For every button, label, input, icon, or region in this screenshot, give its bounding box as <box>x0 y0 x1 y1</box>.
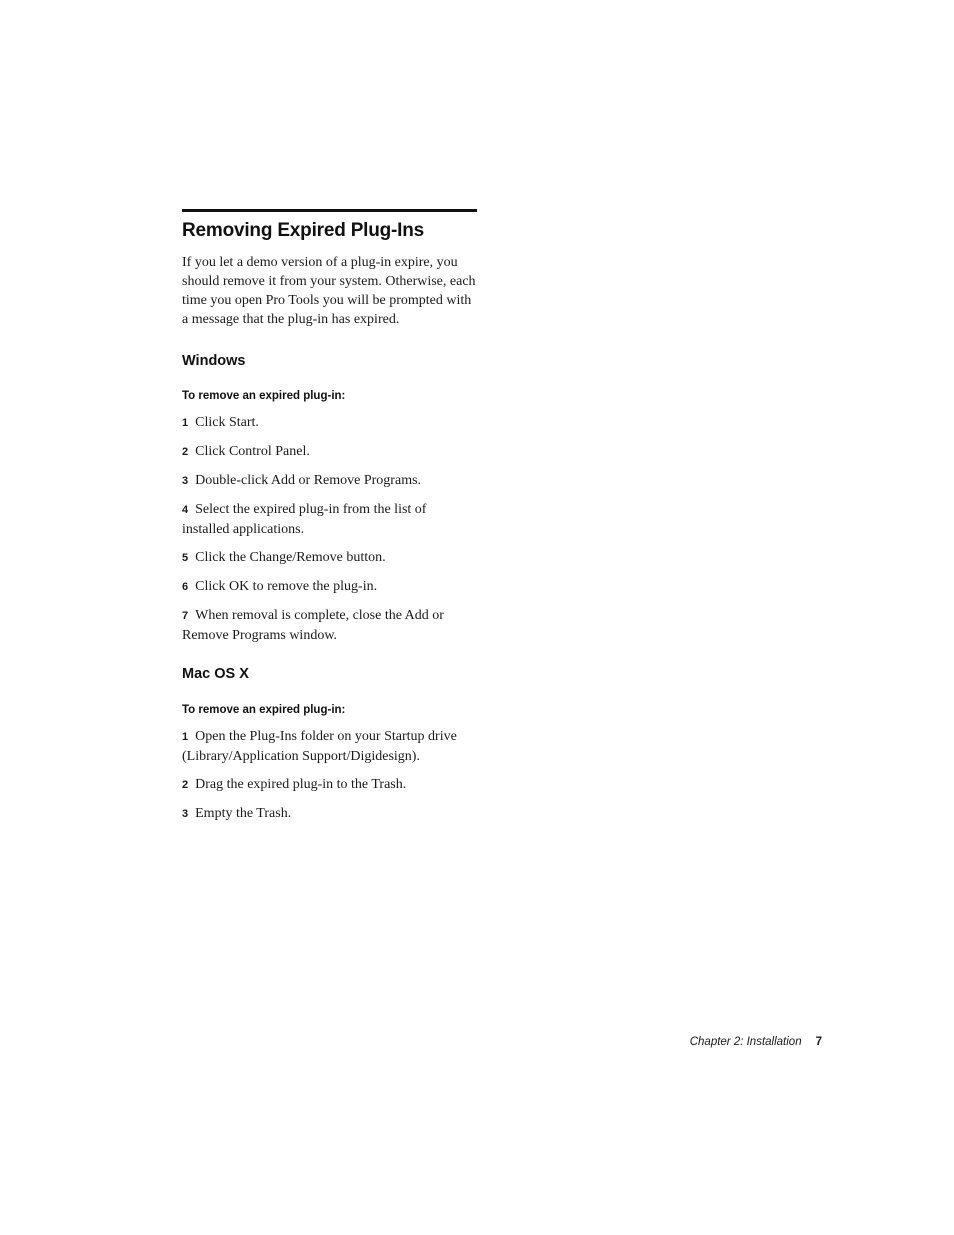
step-number: 5 <box>182 552 189 564</box>
mac-heading: Mac OS X <box>182 666 249 682</box>
mac-procedure-title: To remove an expired plug-in: <box>182 704 346 716</box>
intro-paragraph: If you let a demo version of a plug-in expire, you should remove it from your system. Otherwise, each time you open Pro Tools you will be prompted with a message that the plug-in has expired. <box>182 255 476 327</box>
step-text: Click Control Panel. <box>195 444 310 459</box>
step-number: 1 <box>182 417 189 429</box>
step-text: Open the Plug-Ins folder on your Startup drive (Library/Application Support/Digidesign). <box>182 729 457 764</box>
content-column <box>182 209 477 833</box>
step-number: 3 <box>182 808 189 820</box>
mac-step-2 <box>182 775 477 795</box>
windows-steps <box>182 413 477 645</box>
step-text: Empty the Trash. <box>195 806 292 821</box>
footer-chapter: Chapter 2: Installation <box>689 1036 802 1048</box>
mac-step-1 <box>182 727 477 766</box>
section-rule <box>182 209 477 212</box>
windows-step-2 <box>182 442 477 462</box>
step-number: 7 <box>182 610 189 622</box>
step-text: When removal is complete, close the Add or Remove Programs window. <box>182 608 444 643</box>
windows-step-3 <box>182 471 477 491</box>
windows-step-4 <box>182 500 477 539</box>
step-number: 6 <box>182 581 189 593</box>
step-number: 2 <box>182 779 189 791</box>
windows-step-5 <box>182 548 477 568</box>
step-text: Select the expired plug-in from the list of installed applications. <box>182 502 427 537</box>
page-number: 7 <box>815 1036 822 1048</box>
step-number: 2 <box>182 446 189 458</box>
windows-step-1 <box>182 413 477 433</box>
windows-step-7 <box>182 606 477 645</box>
section-title: Removing Expired Plug-Ins <box>182 220 425 241</box>
step-text: Click the Change/Remove button. <box>195 550 386 565</box>
mac-steps <box>182 727 477 824</box>
page-footer <box>690 1034 822 1050</box>
step-number: 4 <box>182 504 189 516</box>
step-number: 1 <box>182 731 189 743</box>
mac-step-3 <box>182 804 477 824</box>
step-text: Double-click Add or Remove Programs. <box>195 473 422 488</box>
step-text: Click Start. <box>195 415 259 430</box>
windows-heading: Windows <box>182 353 246 369</box>
step-text: Click OK to remove the plug-in. <box>195 579 378 594</box>
windows-step-6 <box>182 577 477 597</box>
step-text: Drag the expired plug-in to the Trash. <box>195 777 407 792</box>
step-number: 3 <box>182 475 189 487</box>
windows-procedure-title: To remove an expired plug-in: <box>182 390 346 402</box>
